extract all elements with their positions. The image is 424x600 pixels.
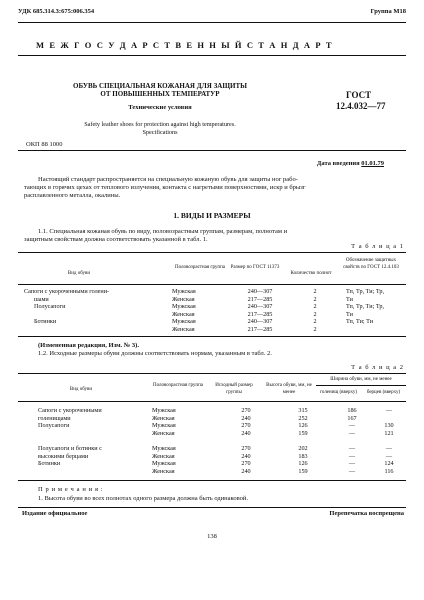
table-1-bottom-rule (18, 336, 406, 337)
group-code: Группа М18 (370, 8, 406, 15)
gost-number: 12.4.032—77 (336, 101, 386, 111)
table-2-caption: Т а б л и ц а 2 (351, 364, 404, 371)
table-row: голенищами Женская 240 252 167 (38, 414, 357, 422)
table-2-top-rule (18, 373, 406, 374)
title-conditions: Технические условия (128, 104, 192, 111)
table-row: Полусапоги Мужская 240—307 2 Тп, Тр, Ти; Тр, (34, 303, 385, 310)
title-line-1: ОБУВЬ СПЕЦИАЛЬНАЯ КОЖАНАЯ ДЛЯ ЗАЩИТЫ (73, 82, 247, 90)
table-1-top-rule (18, 252, 406, 253)
edition-note: (Измененная редакция, Изм. № 3). (38, 342, 139, 349)
title-en-line-2: Specifications (142, 129, 178, 136)
table-row: Женская 217—285 2 (172, 325, 317, 333)
table-row (18, 437, 406, 445)
t2-head-kind: Вид обуви (69, 387, 93, 392)
intro-date (317, 160, 384, 167)
intro-line-2: тающих в горячих цехах от теплового излучения, контакта с нагретыми поверхностями, искр и брызг (24, 184, 306, 191)
t2-head-height: Высота обуви, мм, не менее (266, 383, 312, 395)
t1-head-kind: Вид обуви (67, 271, 91, 276)
table-row: Полусапоги и ботинки с Мужская 270 202 — — (38, 445, 393, 452)
t2-head-width: Ширина обуви, мм, не менее (330, 377, 392, 382)
table-row: Ботинки Мужская 270 126 — 124 (38, 460, 394, 467)
top-rule (18, 22, 406, 23)
intro-date-label: Дата введения (316, 160, 360, 167)
table-1-caption: Т а б л и ц а 1 (351, 243, 404, 250)
p12: 1.2. Исходные размеры обуви должны соответствовать нормам, указанным в табл. 2. (38, 350, 272, 357)
notes-item-1: 1. Высота обуви во всех полнотах одного размера должна быть одинаковой. (38, 495, 249, 502)
udk-code: УДК 685.314.3:675:006.354 (18, 8, 95, 15)
table-2-head-rule (18, 401, 406, 402)
footer-reprint: Перепечатка воспрещена (329, 510, 404, 517)
intro-line-3: расплавленного металла, окалины. (24, 192, 121, 199)
notes-title: П р и м е ч а н и я : (38, 486, 104, 493)
table-row: шами Женская 217—285 2 Ти (34, 295, 353, 303)
table-row: высокими берцами Женская 240 183 — — (38, 452, 393, 460)
title-en-line-1: Safety leather shoes for protection against high temperatures. (84, 121, 236, 128)
footer-official: Издание официальное (22, 510, 88, 517)
t1-head-size: Размер по ГОСТ 11373 (230, 265, 280, 270)
table-2-body (18, 407, 406, 475)
gost-label: ГОСТ (346, 90, 372, 100)
banner-rule (18, 55, 406, 56)
title-line-2: ОТ ПОВЫШЕННЫХ ТЕМПЕРАТУР (100, 90, 220, 98)
table-row: Женская 240 159 — 121 (152, 429, 394, 437)
interstate-banner: М Е Ж Г О С У Д А Р С Т В Е Н Н Ы Й С Т А Н Д А Р Т (36, 40, 333, 50)
table-2-bottom-rule (18, 480, 406, 481)
table-1-head-rule (18, 284, 406, 285)
p11-line-1: 1.1. Специальная кожаная обувь по виду, половозрастным группам, размерам, полнотам и (38, 228, 288, 235)
table-1-body (18, 288, 406, 333)
table-row: Женская 217—285 2 Ти (172, 310, 353, 318)
t2-head-berets: берцев (вверху) (366, 390, 401, 395)
table-row: Женская 240 159 — 116 (152, 467, 394, 475)
okp-code: ОКП 88 1000 (26, 141, 63, 148)
table-row: Сапоги с укороченными Мужская 270 315 186 — (38, 407, 393, 414)
section-1-title: 1. ВИДЫ И РАЗМЕРЫ (173, 211, 251, 220)
title-rule (18, 150, 406, 151)
t2-head-width-rule (316, 385, 406, 386)
table-row: Ботинки Мужская 240—307 2 Тп, Ти; Ти (34, 318, 374, 325)
t2-head-group: Половозрастная группа (153, 383, 203, 388)
footer-rule (18, 507, 406, 508)
intro-date-value: 01.01.79 (361, 160, 384, 167)
table-row: Полусапоги Мужская 270 126 — 130 (38, 422, 394, 429)
page-number: 138 (207, 533, 217, 540)
t1-head-fullness: Количество полнот (290, 271, 332, 276)
t1-head-protection: Обозначение защитных свойств по ГОСТ 12.4.103 (343, 258, 399, 270)
intro-line-1: Настоящий стандарт распространяется на специальную кожаную обувь для защиты ног рабо- (38, 176, 298, 183)
t2-head-shin: голенищ (вверху) (319, 390, 358, 395)
t1-head-group: Половозрастная группа (175, 265, 225, 270)
table-row: Сапоги с укороченными голени- Мужская 240—307 2 Тп, Тр, Ти; Тр, (24, 288, 385, 295)
t2-head-base-size: Исходный размер группы (215, 383, 253, 395)
p11-line-2: защитным свойствам должна соответствовать указанной в табл. 1. (24, 236, 208, 243)
